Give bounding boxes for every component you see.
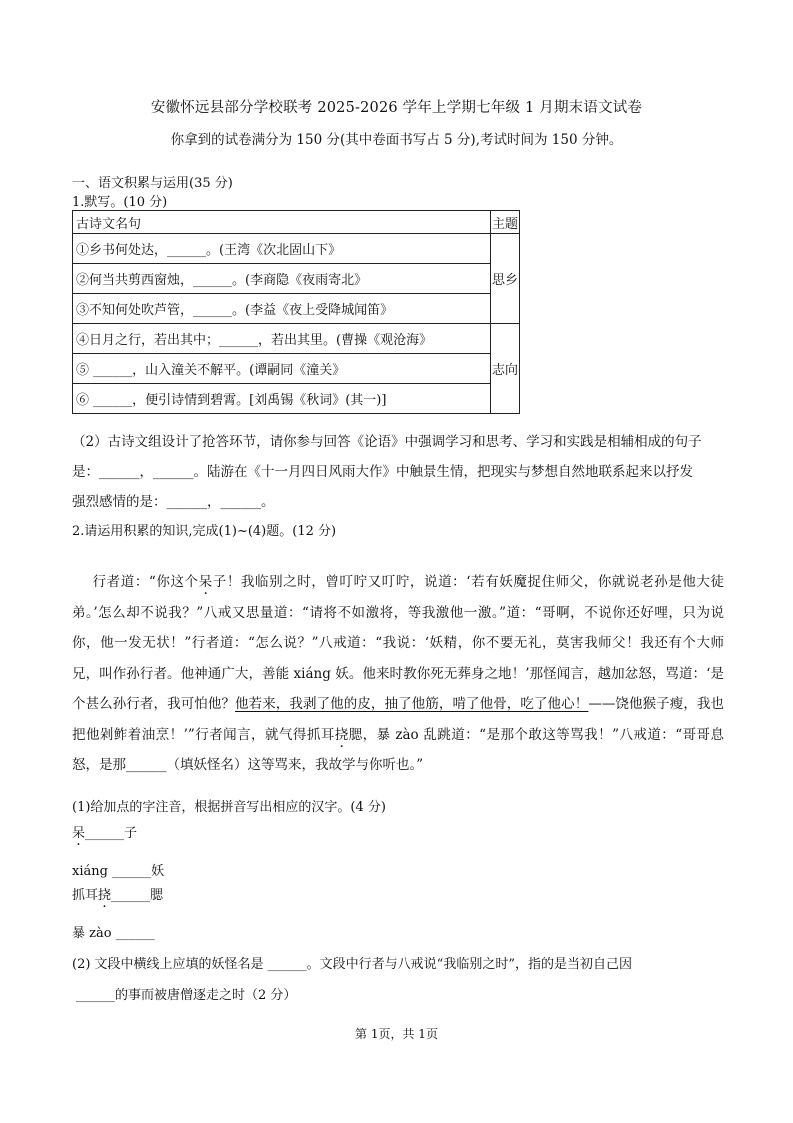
sub-question-1: (1)给加点的字注音，根据拼音写出相应的汉字。(4 分) bbox=[72, 800, 386, 815]
table-cell: ②何当共剪西窗烛，______。(李商隐《夜雨寄北》 bbox=[73, 264, 491, 294]
table-cell: ③不知何处吹芦管，______。(李益《夜上受降城闻笛》 bbox=[73, 294, 491, 324]
table-header-row bbox=[73, 211, 520, 234]
exam-subtitle: 你拿到的试卷满分为 150 分(其中卷面书写占 5 分),考试时间为 150 分钟。 bbox=[170, 132, 623, 148]
text-line: 是：______，______。陆游在《十一月四日风雨大作》中触景生情，把现实与梦想自然地联系起来以抒发 bbox=[72, 464, 693, 480]
table-row bbox=[73, 324, 520, 354]
question-1-heading: 1.默写。(10 分) bbox=[72, 195, 168, 210]
text-line: （2）古诗文组设计了抢答环节，请你参与回答《论语》中强调学习和思考、学习和实践是相辅相成的句子 bbox=[72, 434, 702, 450]
table-row bbox=[73, 354, 520, 384]
blank: ______子 bbox=[85, 826, 138, 841]
exam-title: 安徽怀远县部分学校联考 2025-2026 学年上学期七年级 1 月期末语文试卷 bbox=[150, 100, 643, 116]
passage-text: ——饶他猴子瘦，我也把他剁鲊着油烹！’”行者闻言，就气得抓耳 bbox=[72, 696, 725, 743]
table-cell: ①乡书何处达，______。(王湾《次北固山下》 bbox=[73, 234, 491, 264]
table-row bbox=[73, 234, 520, 264]
blank: ______腮 bbox=[111, 888, 164, 903]
answer-line-d: 暴 zào ______ bbox=[72, 926, 155, 941]
answer-line-a bbox=[72, 822, 137, 841]
answer-line-c bbox=[72, 884, 163, 903]
theme-cell-homesick: 思乡 bbox=[491, 234, 520, 324]
text: 抓耳 bbox=[72, 888, 99, 903]
table-header-theme: 主题 bbox=[491, 211, 520, 234]
table-cell: ⑥ ______，便引诗情到碧霄。[刘禹锡《秋词》(其一)] bbox=[73, 384, 491, 414]
passage-text: 腮，暴 zào 乱跳道：“是那个敢这等骂我！”八戒道：“哥哥息怒，是那______（填妖怪名）这等骂来，我故学与你听也。” bbox=[72, 726, 724, 773]
recitation-table bbox=[72, 210, 520, 414]
section-heading: 一、语文积累与运用(35 分) bbox=[72, 176, 233, 191]
passage-text: 行者道：“你这个 bbox=[92, 574, 199, 590]
dotted-char: 挠 bbox=[98, 888, 112, 903]
passage-text: 子！我临别之时，曾叮咛又叮咛，说道：‘若有妖魔捉住师父，你就说老孙是他大徒弟。’怎么却不说我？”八戒又思量道：“请将不如激将，等我激他一激。”道：“哥啊，不说你还好哩，只为说你，他一发无状！”行者道：“怎么说？”八戒道：“我说：‘妖精，你不要无礼，莫害我师父！我还有个大师兄，叫作孙行者。他神通广大，善能 xiáng 妖。他来时教你死无葬身之地！’那怪闻言，越加忿怒，骂道：‘是个甚么孙行者，我可怕他？ bbox=[72, 574, 725, 712]
dotted-char: 呆 bbox=[198, 574, 213, 590]
table-row bbox=[73, 294, 520, 324]
table-cell: ④日月之行，若出其中；______，若出其里。(曹操《观沧海》 bbox=[73, 324, 491, 354]
underlined-sentence: 他若来，我剥了他的皮，抽了他筋，啃了他骨，吃了他心！ bbox=[235, 696, 589, 712]
question-1-part-2 bbox=[72, 427, 722, 517]
question-2-heading: 2.请运用积累的知识,完成(1)~(4)题。(12 分) bbox=[72, 524, 337, 539]
table-row bbox=[73, 264, 520, 294]
dotted-char: 呆 bbox=[72, 826, 86, 841]
page-footer: 第 1页，共 1页 bbox=[355, 1027, 438, 1041]
reading-passage bbox=[72, 567, 724, 781]
sub-question-2-line-2: ______的事而被唐僧逐走之时（2 分） bbox=[76, 988, 297, 1003]
sub-question-2-line-1: (2) 文段中横线上应填的妖怪名是 ______。文段中行者与八戒说“我临别之时”，指的是当初自己因 bbox=[72, 957, 632, 972]
table-cell: ⑤ ______，山入潼关不解平。(谭嗣同《潼关》 bbox=[73, 354, 491, 384]
dotted-char: 挠 bbox=[334, 726, 349, 743]
table-row bbox=[73, 384, 520, 414]
table-header-poem: 古诗文名句 bbox=[73, 211, 491, 234]
text-line: 强烈感情的是：______，______。 bbox=[72, 494, 275, 510]
answer-line-b: xiáng ______妖 bbox=[72, 864, 165, 879]
theme-cell-ambition: 志向 bbox=[491, 324, 520, 414]
